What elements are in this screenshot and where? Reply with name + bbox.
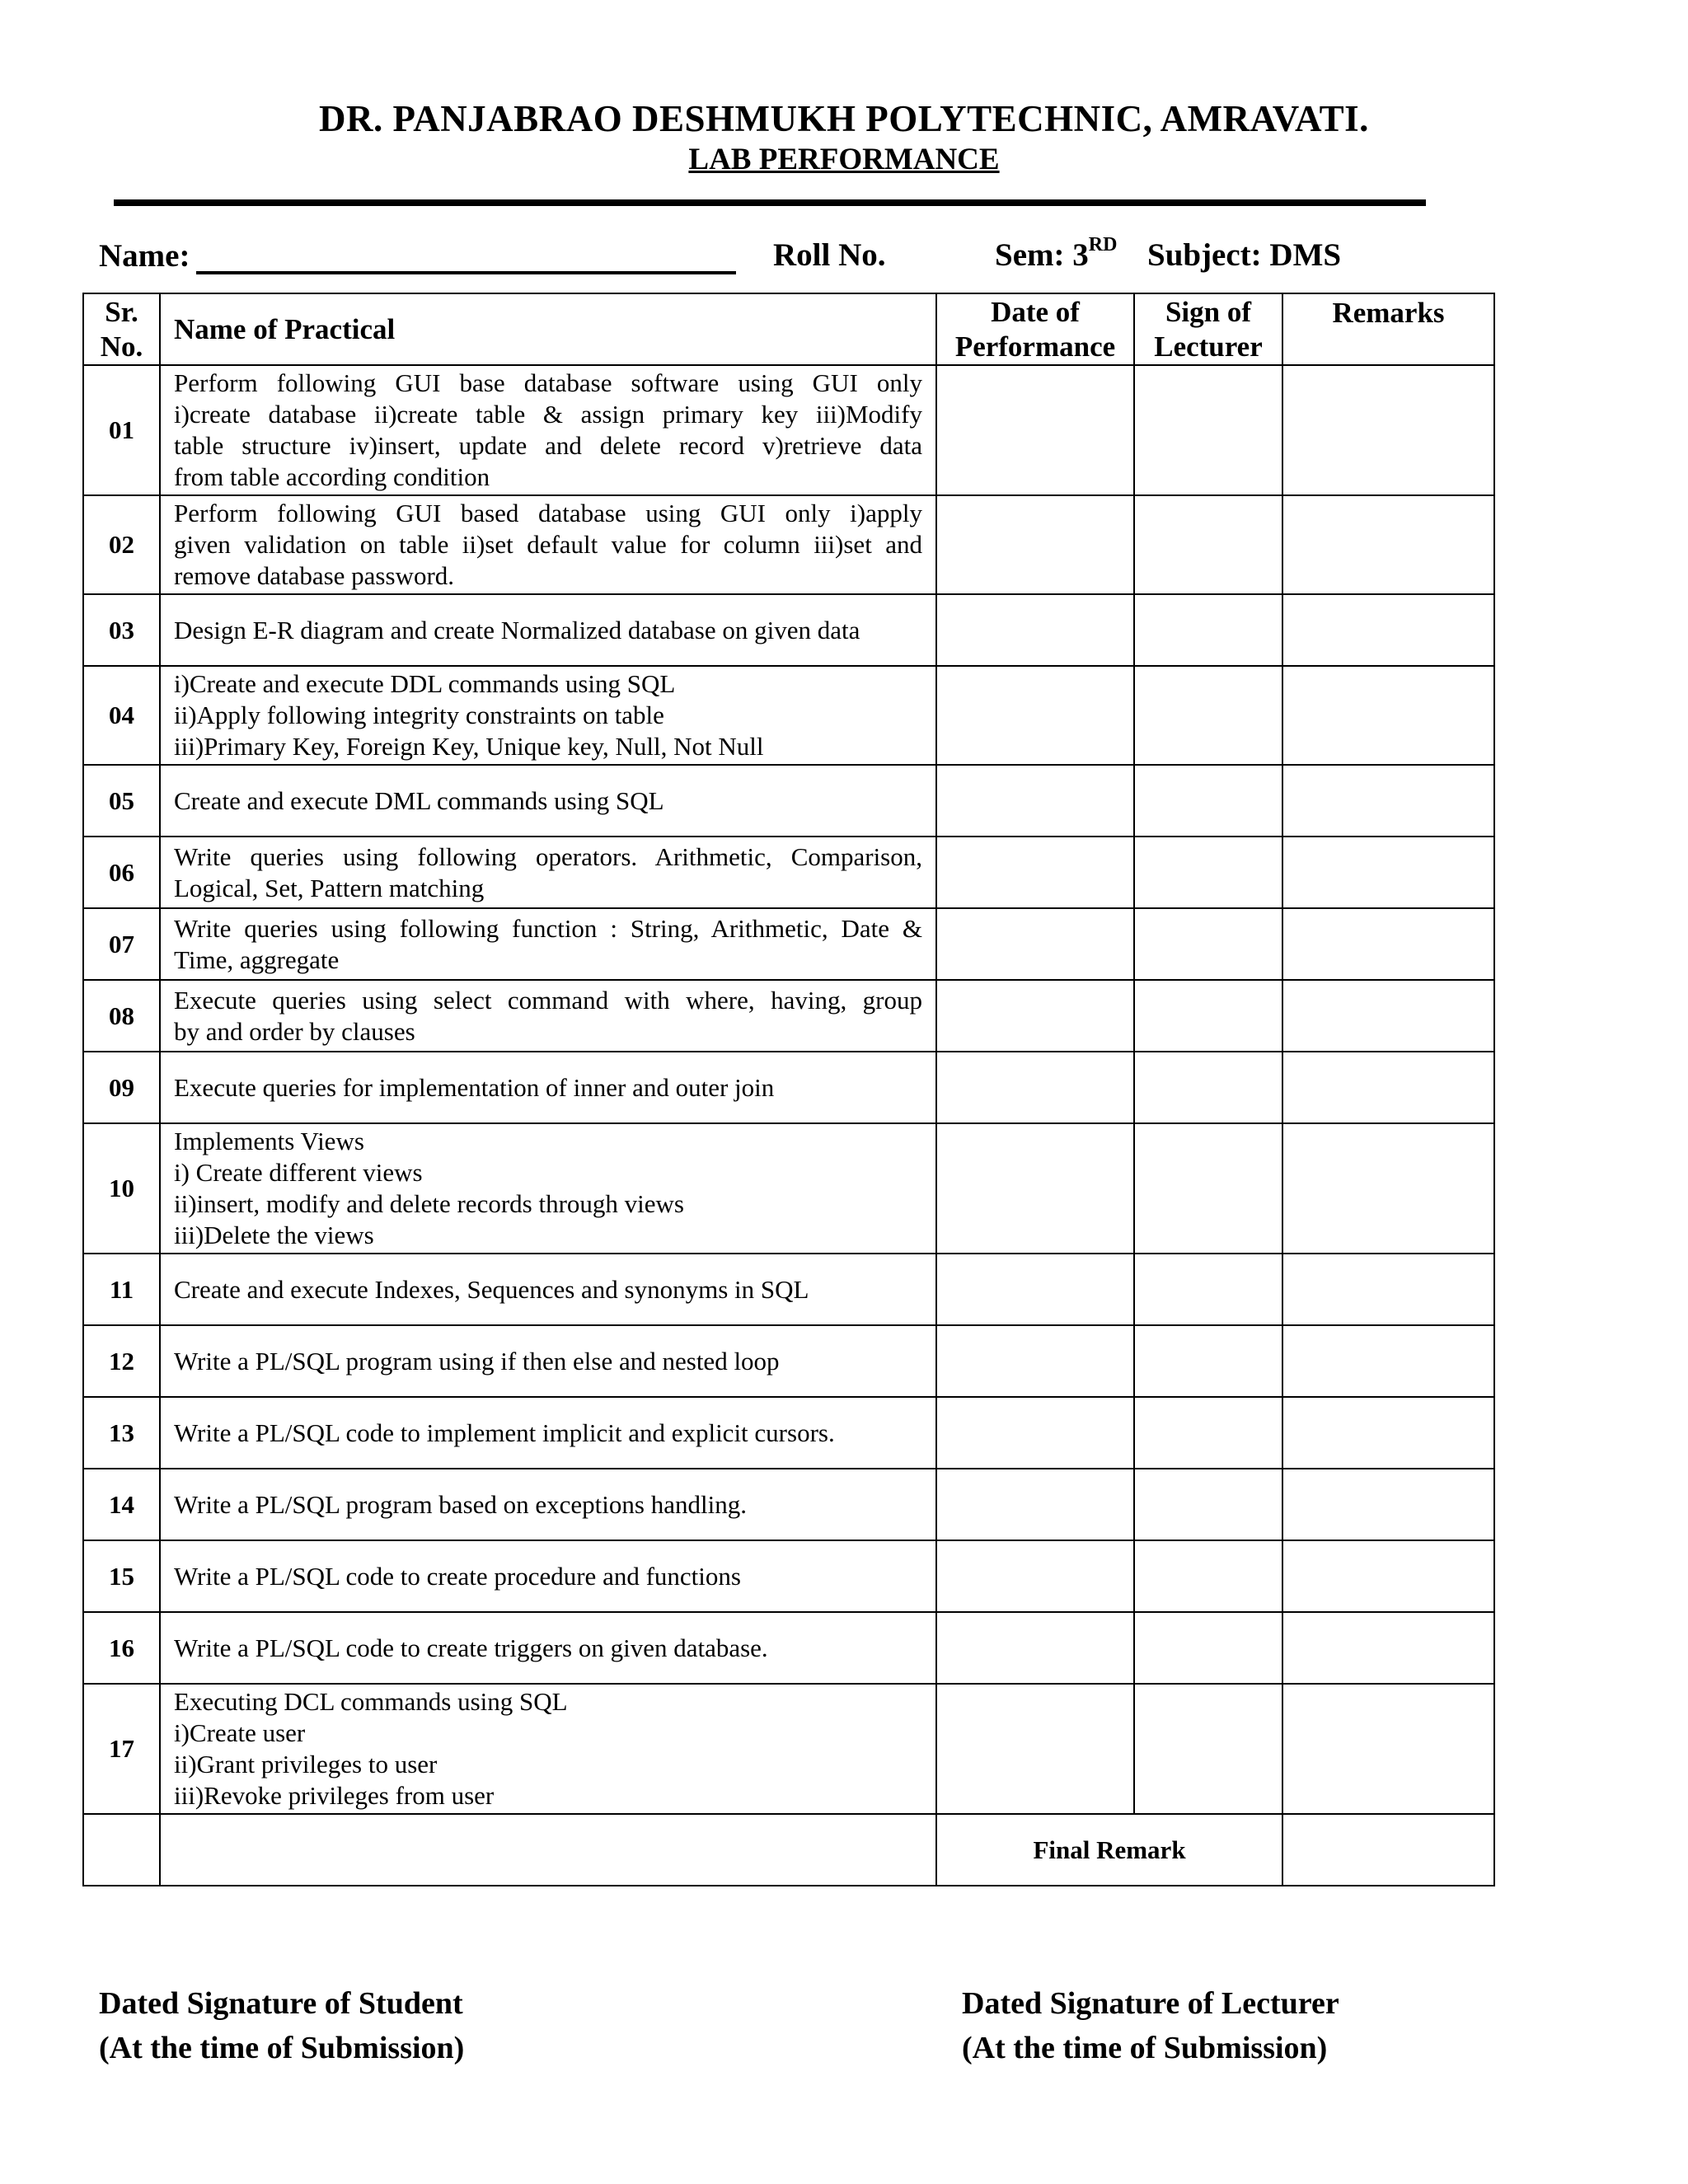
practical-text-line: Write a PL/SQL code to implement implicit and explicit cursors. bbox=[174, 1418, 835, 1447]
table-row bbox=[83, 1254, 1494, 1325]
practical-text-line: ii)Apply following integrity constraints on table bbox=[174, 701, 664, 729]
table-row bbox=[83, 365, 1494, 495]
sr-no-cell: 15 bbox=[83, 1540, 160, 1612]
final-remark-label: Final Remark bbox=[936, 1814, 1282, 1886]
semester-field bbox=[995, 234, 1118, 274]
practical-name-header: Name of Practical bbox=[160, 293, 936, 365]
sign-of-lecturer-cell[interactable] bbox=[1134, 1540, 1282, 1612]
practical-name-cell bbox=[160, 980, 936, 1052]
practical-name-cell bbox=[160, 594, 936, 666]
date-of-performance-cell[interactable] bbox=[936, 1052, 1134, 1123]
practical-text-line: Perform following GUI base database software using GUI only bbox=[174, 368, 922, 397]
table-row bbox=[83, 1684, 1494, 1814]
student-signature-label: Dated Signature of Student bbox=[99, 1986, 463, 2021]
sign-of-lecturer-cell[interactable] bbox=[1134, 365, 1282, 495]
sr-no-cell: 11 bbox=[83, 1254, 160, 1325]
practical-text-line: i)Create and execute DDL commands using SQL bbox=[174, 669, 676, 698]
sign-of-lecturer-cell[interactable] bbox=[1134, 765, 1282, 837]
sr-no-cell: 08 bbox=[83, 980, 160, 1052]
table-row bbox=[83, 1325, 1494, 1397]
practical-name-cell bbox=[160, 1684, 936, 1814]
lab-performance-subtitle: LAB PERFORMANCE bbox=[688, 143, 1000, 176]
practical-text-line: Write a PL/SQL code to create triggers on given database. bbox=[174, 1633, 768, 1662]
table-row bbox=[83, 1540, 1494, 1612]
date-of-performance-cell[interactable] bbox=[936, 908, 1134, 980]
practical-name-cell bbox=[160, 837, 936, 908]
final-remark-row bbox=[83, 1814, 1494, 1886]
name-label: Name: bbox=[99, 238, 190, 274]
remarks-cell[interactable] bbox=[1282, 1469, 1494, 1540]
table-row bbox=[83, 1123, 1494, 1254]
sign-of-lecturer-cell[interactable] bbox=[1134, 980, 1282, 1052]
practical-text-line: Executing DCL commands using SQL bbox=[174, 1687, 568, 1716]
date-of-performance-cell[interactable] bbox=[936, 594, 1134, 666]
sign-of-lecturer-cell[interactable] bbox=[1134, 1397, 1282, 1469]
practical-text-line: Write a PL/SQL program based on exceptions handling. bbox=[174, 1489, 747, 1519]
sign-of-lecturer-cell[interactable] bbox=[1134, 1254, 1282, 1325]
sign-of-lecturer-cell[interactable] bbox=[1134, 495, 1282, 594]
sr-no-cell: 09 bbox=[83, 1052, 160, 1123]
semester-label: Sem: 3 bbox=[995, 237, 1089, 273]
table-row bbox=[83, 1612, 1494, 1684]
practical-name-cell bbox=[160, 365, 936, 495]
practical-name-cell bbox=[160, 1052, 936, 1123]
sr-no-cell: 12 bbox=[83, 1325, 160, 1397]
date-of-performance-cell[interactable] bbox=[936, 1123, 1134, 1254]
remarks-cell[interactable] bbox=[1282, 980, 1494, 1052]
final-name-cell bbox=[160, 1814, 936, 1886]
sr-no-cell: 13 bbox=[83, 1397, 160, 1469]
sr-no-cell: 06 bbox=[83, 837, 160, 908]
remarks-cell[interactable] bbox=[1282, 365, 1494, 495]
sr-no-cell: 05 bbox=[83, 765, 160, 837]
date-of-performance-cell[interactable] bbox=[936, 1612, 1134, 1684]
practical-text-line: Write queries using following function : String, Arithmetic, Date & bbox=[174, 913, 922, 943]
practical-text-line: table structure iv)insert, update and delete record v)retrieve data bbox=[174, 431, 922, 460]
final-remark-cell[interactable] bbox=[1282, 1814, 1494, 1886]
practical-name-cell bbox=[160, 1469, 936, 1540]
remarks-cell[interactable] bbox=[1282, 1540, 1494, 1612]
practical-name-cell bbox=[160, 1612, 936, 1684]
roll-no-label: Roll No. bbox=[773, 237, 886, 273]
date-of-performance-cell[interactable] bbox=[936, 837, 1134, 908]
practical-text-line: ii)insert, modify and delete records through views bbox=[174, 1189, 684, 1218]
sr-no-cell: 02 bbox=[83, 495, 160, 594]
sr-no-cell: 07 bbox=[83, 908, 160, 980]
practical-name-cell bbox=[160, 1325, 936, 1397]
date-of-performance-cell[interactable] bbox=[936, 1540, 1134, 1612]
practical-name-cell bbox=[160, 1123, 936, 1254]
lecturer-signature-label: Dated Signature of Lecturer bbox=[962, 1986, 1339, 2021]
date-of-performance-cell[interactable] bbox=[936, 1684, 1134, 1814]
table-row bbox=[83, 765, 1494, 837]
institute-title: DR. PANJABRAO DESHMUKH POLYTECHNIC, AMRAVATI. bbox=[319, 98, 1369, 139]
practical-text-line: Perform following GUI based database using GUI only i)apply bbox=[174, 499, 922, 527]
sr-no-cell: 10 bbox=[83, 1123, 160, 1254]
student-signature-note: (At the time of Submission) bbox=[99, 2031, 465, 2065]
practical-text-line: i) Create different views bbox=[174, 1158, 423, 1187]
practical-name-cell bbox=[160, 495, 936, 594]
date-of-performance-cell[interactable] bbox=[936, 1325, 1134, 1397]
practical-text-line: iii)Primary Key, Foreign Key, Unique key, Null, Not Null bbox=[174, 732, 764, 761]
remarks-cell[interactable] bbox=[1282, 666, 1494, 765]
remarks-cell[interactable] bbox=[1282, 1684, 1494, 1814]
practical-text-line: Create and execute Indexes, Sequences and synonyms in SQL bbox=[174, 1274, 809, 1304]
practical-name-cell bbox=[160, 765, 936, 837]
table-row bbox=[83, 1397, 1494, 1469]
header-divider bbox=[114, 199, 1426, 206]
sr-no-header: Sr. No. bbox=[83, 293, 160, 365]
practical-text-line: Implements Views bbox=[174, 1127, 364, 1155]
practical-text-line: Write a PL/SQL code to create procedure and functions bbox=[174, 1561, 741, 1591]
practical-text-line: Execute queries using select command with where, having, group bbox=[174, 985, 922, 1015]
lecturer-signature-block bbox=[962, 1981, 1339, 2070]
table-row bbox=[83, 495, 1494, 594]
semester-suffix: RD bbox=[1088, 234, 1118, 255]
practical-text-line: Time, aggregate bbox=[174, 944, 340, 974]
name-field bbox=[99, 237, 736, 274]
sign-of-lecturer-cell[interactable] bbox=[1134, 908, 1282, 980]
practical-text-line: Create and execute DML commands using SQL bbox=[174, 785, 664, 815]
remarks-cell[interactable] bbox=[1282, 594, 1494, 666]
remarks-cell[interactable] bbox=[1282, 1052, 1494, 1123]
table-row bbox=[83, 666, 1494, 765]
student-signature-block bbox=[99, 1981, 464, 2070]
table-row bbox=[83, 1469, 1494, 1540]
practical-text-line: Design E-R diagram and create Normalized database on given data bbox=[174, 615, 860, 644]
table-row bbox=[83, 1052, 1494, 1123]
practical-text-line: given validation on table ii)set default value for column iii)set and bbox=[174, 530, 922, 559]
remarks-cell[interactable] bbox=[1282, 1325, 1494, 1397]
sr-no-cell: 14 bbox=[83, 1469, 160, 1540]
practical-text-line: by and order by clauses bbox=[174, 1016, 415, 1046]
practical-name-cell bbox=[160, 908, 936, 980]
practical-text-line: Write queries using following operators. Arithmetic, Comparison, bbox=[174, 841, 922, 871]
practical-name-cell bbox=[160, 666, 936, 765]
table-header-row bbox=[83, 293, 1494, 365]
final-sr-cell bbox=[83, 1814, 160, 1886]
remarks-cell[interactable] bbox=[1282, 765, 1494, 837]
date-of-performance-cell[interactable] bbox=[936, 495, 1134, 594]
remarks-cell[interactable] bbox=[1282, 1397, 1494, 1469]
sr-no-cell: 01 bbox=[83, 365, 160, 495]
date-of-performance-header: Date of Performance bbox=[936, 293, 1134, 365]
date-of-performance-cell[interactable] bbox=[936, 365, 1134, 495]
practical-text-line: i)Create user bbox=[174, 1718, 306, 1747]
lecturer-signature-note: (At the time of Submission) bbox=[962, 2031, 1328, 2065]
remarks-header: Remarks bbox=[1282, 293, 1494, 365]
date-of-performance-cell[interactable] bbox=[936, 1469, 1134, 1540]
practical-text-line: Execute queries for implementation of inner and outer join bbox=[174, 1072, 775, 1102]
date-of-performance-cell[interactable] bbox=[936, 1397, 1134, 1469]
sign-of-lecturer-header: Sign of Lecturer bbox=[1134, 293, 1282, 365]
remarks-cell[interactable] bbox=[1282, 1612, 1494, 1684]
sign-of-lecturer-cell[interactable] bbox=[1134, 837, 1282, 908]
sign-of-lecturer-cell[interactable] bbox=[1134, 1052, 1282, 1123]
remarks-cell[interactable] bbox=[1282, 908, 1494, 980]
sr-no-cell: 03 bbox=[83, 594, 160, 666]
sign-of-lecturer-cell[interactable] bbox=[1134, 1684, 1282, 1814]
sr-no-cell: 16 bbox=[83, 1612, 160, 1684]
practical-name-cell bbox=[160, 1397, 936, 1469]
sign-of-lecturer-cell[interactable] bbox=[1134, 666, 1282, 765]
sign-of-lecturer-cell[interactable] bbox=[1134, 1612, 1282, 1684]
date-of-performance-cell[interactable] bbox=[936, 980, 1134, 1052]
practical-name-cell bbox=[160, 1254, 936, 1325]
remarks-cell[interactable] bbox=[1282, 1123, 1494, 1254]
table-row bbox=[83, 594, 1494, 666]
remarks-cell[interactable] bbox=[1282, 1254, 1494, 1325]
practical-text-line: iii)Delete the views bbox=[174, 1221, 374, 1249]
sign-of-lecturer-cell[interactable] bbox=[1134, 1123, 1282, 1254]
table-row bbox=[83, 908, 1494, 980]
practical-text-line: Logical, Set, Pattern matching bbox=[174, 873, 485, 902]
date-of-performance-cell[interactable] bbox=[936, 1254, 1134, 1325]
sign-of-lecturer-cell[interactable] bbox=[1134, 1469, 1282, 1540]
remarks-cell[interactable] bbox=[1282, 837, 1494, 908]
remarks-cell[interactable] bbox=[1282, 495, 1494, 594]
practical-text-line: iii)Revoke privileges from user bbox=[174, 1781, 495, 1810]
subject-label: Subject: DMS bbox=[1147, 237, 1342, 273]
practical-name-cell bbox=[160, 1540, 936, 1612]
practical-text-line: remove database password. bbox=[174, 561, 455, 590]
table-row bbox=[83, 980, 1494, 1052]
sr-no-cell: 17 bbox=[83, 1684, 160, 1814]
table-row bbox=[83, 837, 1494, 908]
sr-no-cell: 04 bbox=[83, 666, 160, 765]
practical-table bbox=[82, 293, 1495, 1886]
name-blank-line bbox=[196, 237, 736, 274]
sign-of-lecturer-cell[interactable] bbox=[1134, 1325, 1282, 1397]
practical-text-line: from table according condition bbox=[174, 462, 490, 491]
sign-of-lecturer-cell[interactable] bbox=[1134, 594, 1282, 666]
practical-text-line: ii)Grant privileges to user bbox=[174, 1750, 438, 1779]
date-of-performance-cell[interactable] bbox=[936, 765, 1134, 837]
practical-text-line: i)create database ii)create table & assign primary key iii)Modify bbox=[174, 400, 922, 429]
practical-text-line: Write a PL/SQL program using if then else and nested loop bbox=[174, 1346, 780, 1376]
date-of-performance-cell[interactable] bbox=[936, 666, 1134, 765]
